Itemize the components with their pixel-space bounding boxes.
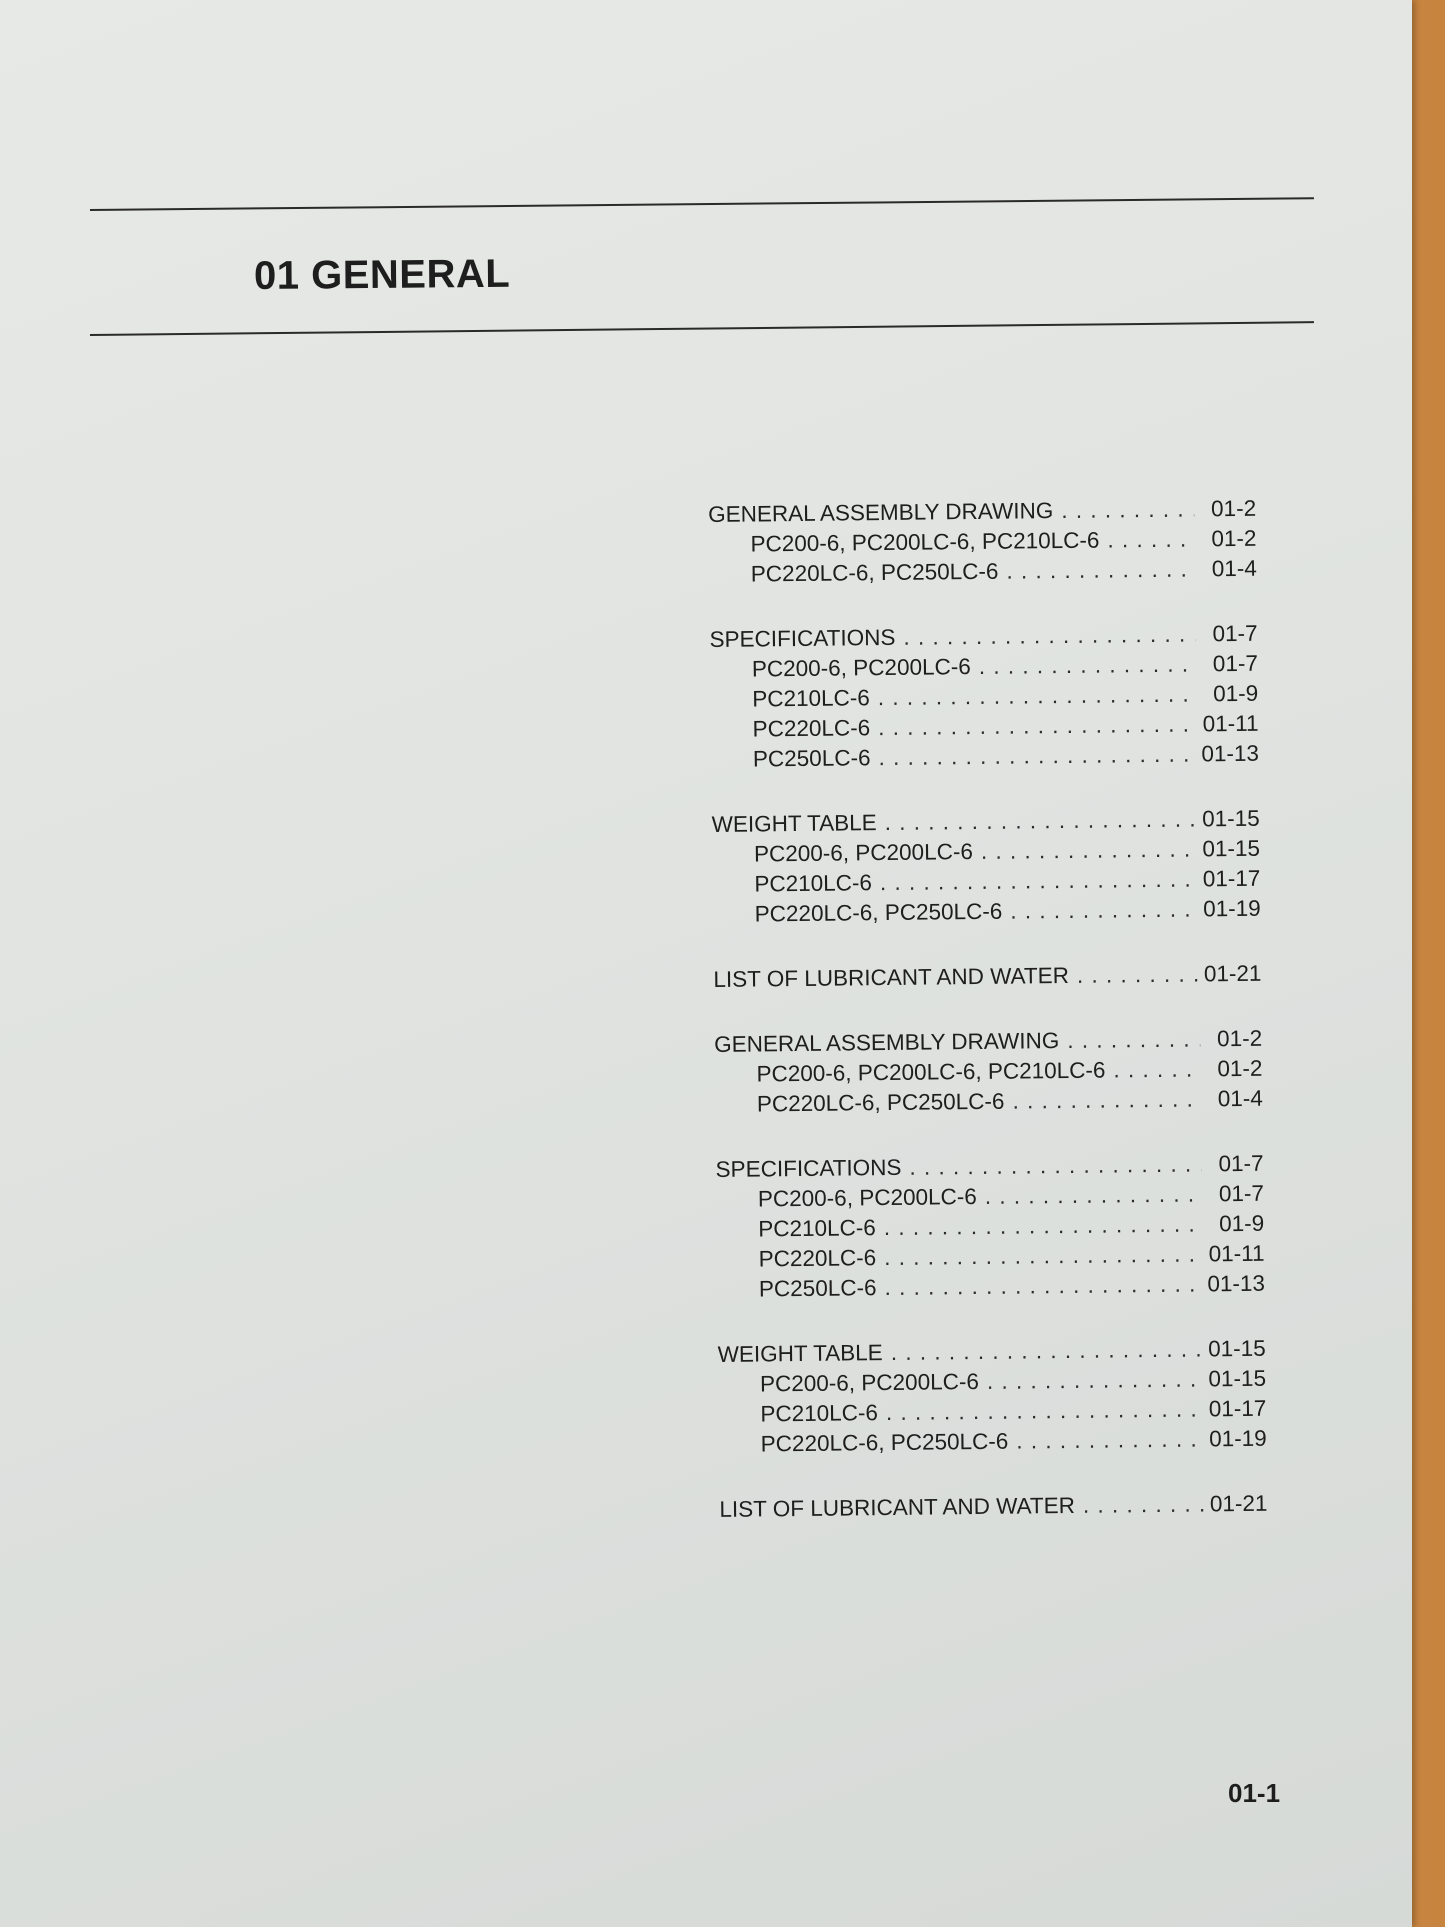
dot-leader <box>876 1209 1203 1243</box>
toc-section <box>713 959 1261 995</box>
dot-leader <box>971 649 1196 682</box>
toc-page-ref: 01-2 <box>1217 1055 1263 1082</box>
toc-section <box>715 1149 1265 1305</box>
page-number: 01-1 <box>1228 1778 1281 1808</box>
toc-subentry-label: PC220LC-6, PC250LC-6 <box>750 558 999 587</box>
toc-section <box>709 619 1259 775</box>
toc-section <box>714 1024 1263 1120</box>
toc-page-ref: 01-15 <box>1201 805 1260 832</box>
toc-page-ref: 01-13 <box>1207 1270 1266 1297</box>
toc-subentry <box>719 1424 1267 1460</box>
toc-subentry-label: PC220LC-6 <box>758 1245 877 1272</box>
dot-leader <box>1075 1489 1206 1520</box>
header-rule-bottom <box>90 321 1314 336</box>
toc-page-ref: 01-17 <box>1202 865 1261 892</box>
chapter-title: 01 GENERAL <box>253 251 511 298</box>
toc-heading-entry <box>719 1489 1267 1525</box>
toc-heading-label: SPECIFICATIONS <box>715 1154 902 1182</box>
dot-leader <box>1053 494 1194 526</box>
dot-leader <box>870 709 1197 743</box>
toc-page-ref: 01-19 <box>1202 895 1261 922</box>
toc-subentry-label: PC210LC-6 <box>758 1215 876 1242</box>
toc-page-ref: 01-13 <box>1201 740 1260 767</box>
toc-subentry-label: PC250LC-6 <box>758 1275 877 1302</box>
toc-page-ref: 01-4 <box>1211 555 1257 582</box>
toc-section <box>719 1489 1267 1525</box>
dot-leader <box>870 739 1197 773</box>
toc-heading-label: GENERAL ASSEMBLY DRAWING <box>708 498 1054 527</box>
toc-subentry <box>717 1269 1265 1305</box>
toc-page-ref: 01-11 <box>1208 1240 1265 1267</box>
dot-leader <box>876 1269 1203 1303</box>
toc-subentry <box>711 739 1259 775</box>
table-of-contents <box>708 494 1268 1560</box>
toc-page-ref: 01-2 <box>1210 495 1257 522</box>
toc-page-ref: 01-7 <box>1218 1180 1265 1207</box>
dot-leader <box>1069 959 1200 990</box>
toc-subentry-label: PC220LC-6, PC250LC-6 <box>760 1428 1009 1457</box>
dot-leader <box>870 679 1197 713</box>
toc-page-ref: 01-17 <box>1208 1395 1267 1422</box>
header-rule-top <box>90 197 1314 211</box>
toc-subentry <box>713 894 1261 930</box>
dot-leader <box>901 1149 1201 1182</box>
toc-subentry-label: PC220LC-6, PC250LC-6 <box>754 898 1003 927</box>
dot-leader <box>1099 524 1194 555</box>
toc-section <box>708 494 1257 590</box>
dot-leader <box>876 1239 1203 1273</box>
dot-leader <box>1059 1024 1200 1056</box>
toc-page-ref: 01-15 <box>1202 835 1261 862</box>
toc-heading-entry <box>713 959 1261 995</box>
toc-page-ref: 01-2 <box>1216 1025 1263 1052</box>
toc-subentry-label: PC200-6, PC200LC-6, PC210LC-6 <box>756 1057 1106 1087</box>
toc-heading-label: LIST OF LUBRICANT AND WATER <box>713 962 1070 992</box>
toc-subentry <box>715 1084 1263 1120</box>
dot-leader <box>872 864 1199 898</box>
dot-leader <box>883 1334 1204 1368</box>
dot-leader <box>977 1179 1202 1212</box>
toc-page-ref: 01-9 <box>1213 680 1259 707</box>
toc-subentry-label: PC200-6, PC200LC-6 <box>759 1368 980 1397</box>
dot-leader <box>979 1364 1204 1397</box>
toc-page-ref: 01-15 <box>1207 1335 1266 1362</box>
dot-leader <box>1004 1084 1201 1116</box>
toc-page-ref: 01-7 <box>1212 620 1258 647</box>
toc-heading-label: SPECIFICATIONS <box>709 624 896 652</box>
toc-heading-label: LIST OF LUBRICANT AND WATER <box>719 1492 1076 1522</box>
toc-subentry-label: PC210LC-6 <box>752 685 870 712</box>
toc-page-ref: 01-21 <box>1203 960 1262 987</box>
toc-subentry-label: PC220LC-6, PC250LC-6 <box>756 1088 1005 1117</box>
toc-section <box>718 1334 1267 1460</box>
toc-page-ref: 01-2 <box>1211 525 1257 552</box>
dot-leader <box>973 834 1198 867</box>
toc-subentry <box>709 554 1257 590</box>
toc-subentry-label: PC210LC-6 <box>754 870 873 897</box>
toc-subentry-label: PC250LC-6 <box>752 745 871 772</box>
dot-leader <box>1002 894 1199 926</box>
toc-page-ref: 01-15 <box>1208 1365 1267 1392</box>
toc-subentry-label: PC200-6, PC200LC-6 <box>753 839 974 867</box>
toc-heading-label: WEIGHT TABLE <box>711 810 877 837</box>
toc-heading-label: WEIGHT TABLE <box>717 1340 883 1367</box>
dot-leader <box>878 1394 1205 1428</box>
toc-subentry-label: PC200-6, PC200LC-6 <box>757 1183 977 1212</box>
toc-subentry-label: PC200-6, PC200LC-6 <box>751 654 971 682</box>
dot-leader <box>1105 1054 1200 1085</box>
toc-subentry-label: PC210LC-6 <box>760 1400 879 1427</box>
toc-page-ref: 01-7 <box>1212 650 1259 677</box>
toc-page-ref: 01-9 <box>1219 1210 1265 1237</box>
toc-page-ref: 01-21 <box>1209 1490 1268 1517</box>
toc-page-ref: 01-11 <box>1202 710 1259 737</box>
dot-leader <box>877 804 1198 838</box>
toc-page-ref: 01-7 <box>1218 1150 1264 1177</box>
toc-subentry-label: PC200-6, PC200LC-6, PC210LC-6 <box>750 527 1100 557</box>
toc-heading-label: GENERAL ASSEMBLY DRAWING <box>714 1028 1060 1057</box>
toc-subentry-label: PC220LC-6 <box>752 715 871 742</box>
toc-page-ref: 01-19 <box>1208 1425 1267 1452</box>
toc-page-ref: 01-4 <box>1217 1085 1263 1112</box>
dot-leader <box>998 554 1195 586</box>
toc-section <box>712 804 1261 930</box>
dot-leader <box>895 619 1195 652</box>
dot-leader <box>1008 1424 1205 1456</box>
